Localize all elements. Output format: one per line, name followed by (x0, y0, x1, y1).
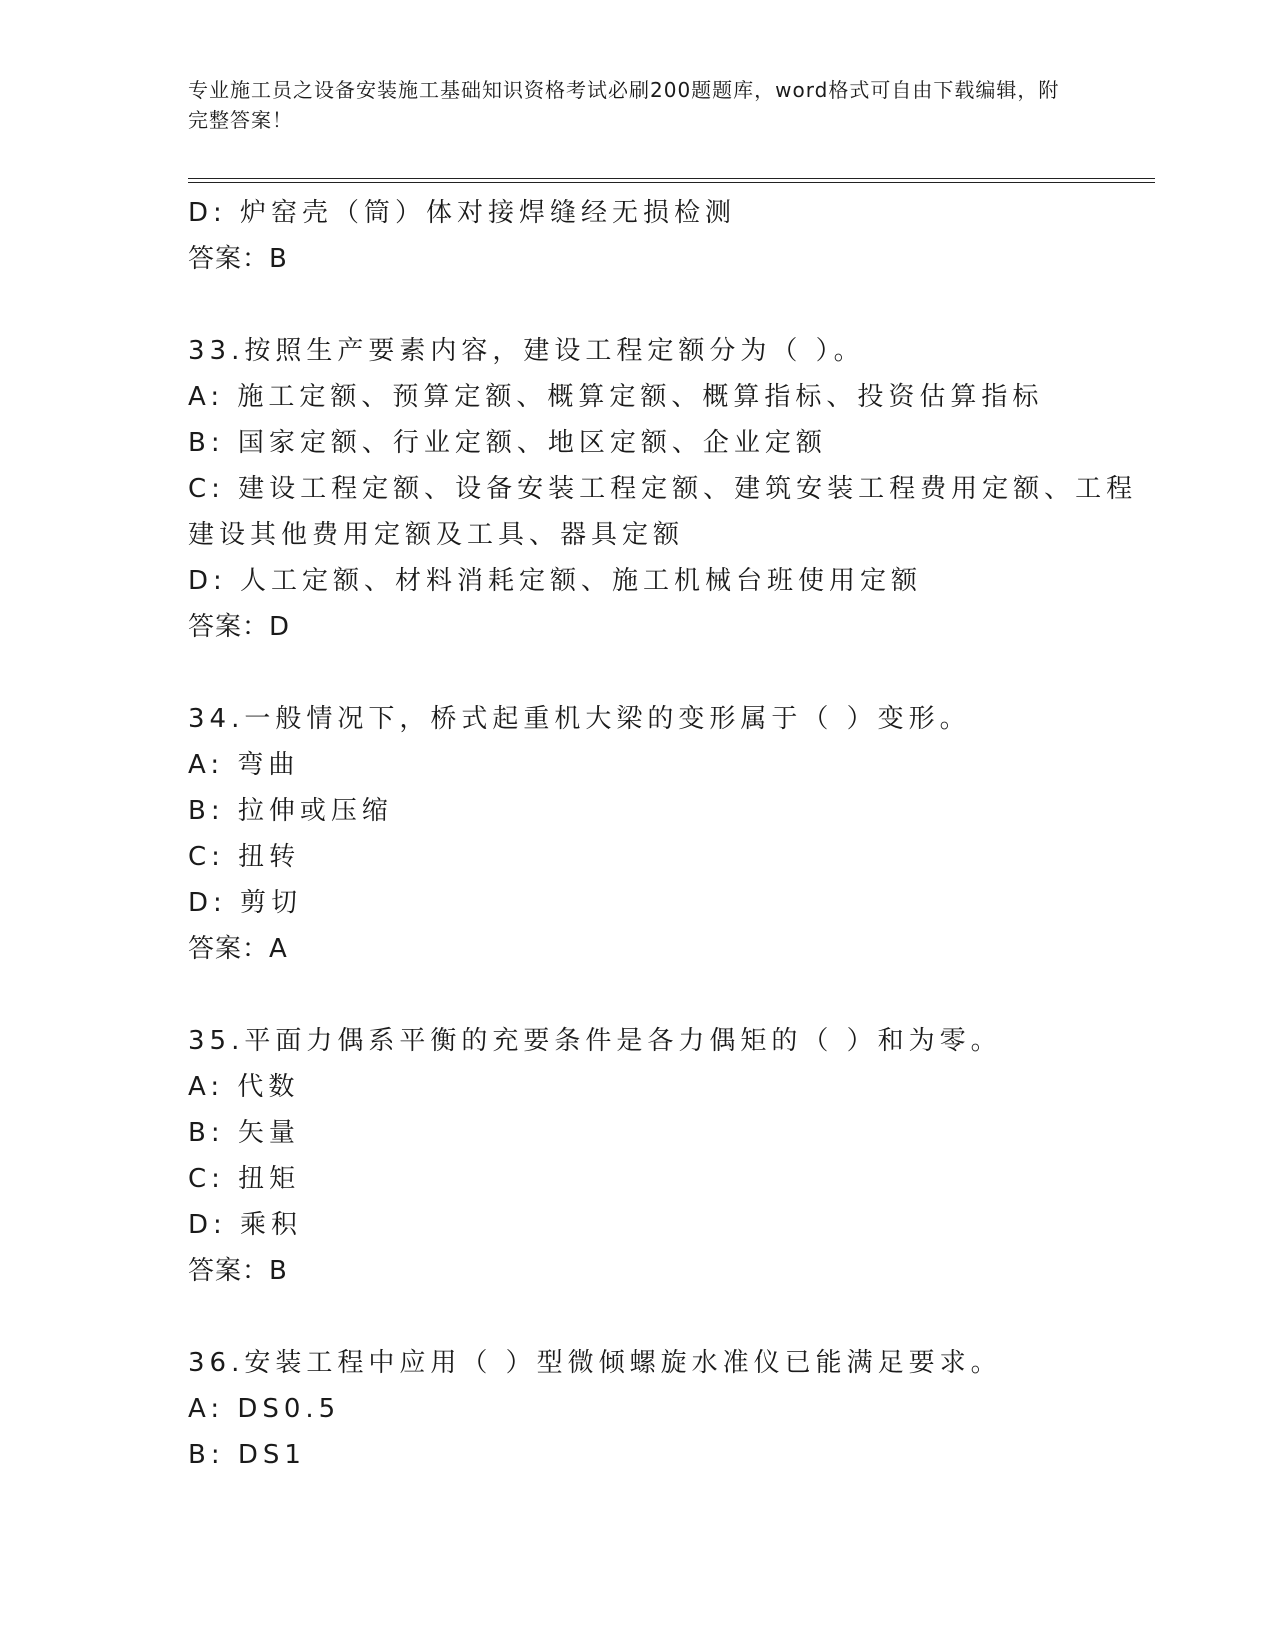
question-list (188, 190, 1148, 1478)
header-divider-top (188, 178, 1155, 179)
question-33-option-b: B: 国家定额、行业定额、地区定额、企业定额 (188, 428, 827, 458)
spacer (188, 650, 1148, 696)
question-36-option-b: B: DS1 (188, 1440, 306, 1470)
header-divider-bottom (188, 182, 1155, 183)
spacer (188, 282, 1148, 328)
question-34-option-d: D: 剪切 (188, 888, 303, 918)
question-35-option-c: C: 扭矩 (188, 1164, 301, 1194)
prev-answer: 答案：B (188, 244, 288, 274)
question-33-answer: 答案：D (188, 612, 291, 642)
question-33-option-a: A: 施工定额、预算定额、概算定额、概算指标、投资估算指标 (188, 382, 1044, 412)
question-35-option-d: D: 乘积 (188, 1210, 303, 1240)
question-34-option-c: C: 扭转 (188, 842, 301, 872)
prev-option-d: D: 炉窑壳（筒）体对接焊缝经无损检测 (188, 198, 737, 228)
question-36-option-a: A: DS0.5 (188, 1394, 341, 1424)
question-33-stem: 33.按照生产要素内容，建设工程定额分为（ ）。 (188, 336, 865, 366)
spacer (188, 1294, 1148, 1340)
question-35-answer: 答案：B (188, 1256, 288, 1286)
question-34-answer: 答案：A (188, 934, 288, 964)
question-35-option-b: B: 矢量 (188, 1118, 300, 1148)
question-36-stem: 36.安装工程中应用（ ）型微倾螺旋水准仪已能满足要求。 (188, 1348, 1002, 1378)
question-35-option-a: A: 代数 (188, 1072, 300, 1102)
question-33-option-d: D: 人工定额、材料消耗定额、施工机械台班使用定额 (188, 566, 923, 596)
question-34-option-b: B: 拉伸或压缩 (188, 796, 393, 826)
question-34-stem: 34.一般情况下，桥式起重机大梁的变形属于（ ）变形。 (188, 704, 971, 734)
document-header: 专业施工员之设备安装施工基础知识资格考试必刷200题题库，word格式可自由下载编辑，附完整答案！ (188, 78, 1060, 132)
spacer (188, 972, 1148, 1018)
question-35-stem: 35.平面力偶系平衡的充要条件是各力偶矩的（ ）和为零。 (188, 1026, 1002, 1056)
question-33-option-c: C: 建设工程定额、设备安装工程定额、建筑安装工程费用定额、工程建设其他费用定额及工具、器具定额 (188, 474, 1138, 550)
question-34-option-a: A: 弯曲 (188, 750, 300, 780)
